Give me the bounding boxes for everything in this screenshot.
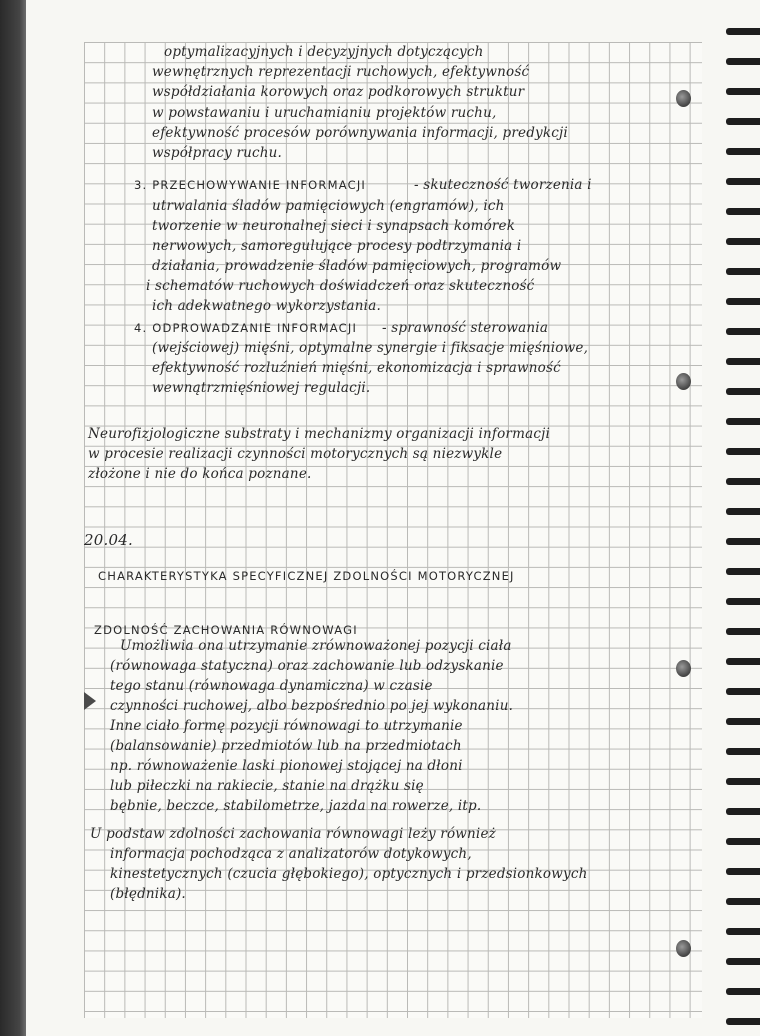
spiral-coil: [726, 58, 760, 65]
spiral-coil: [726, 958, 760, 965]
spiral-coil: [726, 28, 760, 35]
spiral-coil: [726, 418, 760, 425]
margin-arrow-icon: [84, 692, 96, 710]
spiral-coil: [726, 748, 760, 755]
spiral-coil: [726, 928, 760, 935]
spiral-coil: [726, 478, 760, 485]
item-3-heading: 3. PRZECHOWYWANIE INFORMACJI: [134, 178, 366, 192]
intro-line-3: współdziałania korowych oraz podkorowych struktur: [152, 84, 525, 100]
intro-line-5: efektywność procesów porównywania informacji, predykcji: [152, 125, 568, 141]
neuro-line-3: złożone i nie do końca poznane.: [88, 466, 312, 482]
punch-hole-icon: [676, 940, 691, 957]
item-3-line-4: nerwowych, samoregulujące procesy podtrzymania i: [152, 238, 522, 254]
item-3-line-2: utrwalania śladów pamięciowych (engramów), ich: [152, 198, 505, 214]
spiral-coil: [726, 598, 760, 605]
spiral-coil: [726, 298, 760, 305]
spiral-coil: [726, 88, 760, 95]
item-4-heading: 4. ODPROWADZANIE INFORMACJI: [134, 321, 358, 335]
spiral-coil: [726, 118, 760, 125]
item-3-line-6: i schematów ruchowych doświadczeń oraz skuteczność: [146, 278, 535, 294]
spiral-coil: [726, 328, 760, 335]
basis-line-2: informacja pochodząca z analizatorów dotykowych,: [110, 846, 472, 862]
spiral-coil: [726, 268, 760, 275]
punch-hole-icon: [676, 373, 691, 390]
spiral-coil: [726, 238, 760, 245]
spiral-coil: [726, 358, 760, 365]
spiral-coil: [726, 658, 760, 665]
item-4-line-4: wewnątrzmięśniowej regulacji.: [152, 380, 371, 396]
intro-line-6: współpracy ruchu.: [152, 145, 283, 161]
spiral-coil: [726, 688, 760, 695]
spiral-coil: [726, 898, 760, 905]
notebook-page: [26, 0, 760, 1036]
subsection-line-6: (balansowanie) przedmiotów lub na przedmiotach: [110, 738, 462, 754]
item-4-line-1: - sprawność sterowania: [382, 320, 549, 336]
item-3-line-1: - skuteczność tworzenia i: [414, 177, 592, 193]
spiral-coil: [726, 628, 760, 635]
spiral-coil: [726, 448, 760, 455]
spiral-coil: [726, 148, 760, 155]
subsection-line-2: (równowaga statyczna) oraz zachowanie lub odzyskanie: [110, 658, 504, 674]
basis-line-4: (błędnika).: [110, 886, 186, 902]
subsection-line-1: Umożliwia ona utrzymanie zrównoważonej pozycji ciała: [120, 638, 512, 654]
spiral-coil: [726, 838, 760, 845]
date-label: 20.04.: [84, 531, 133, 549]
punch-hole-icon: [676, 660, 691, 677]
basis-line-3: kinestetycznych (czucia głębokiego), optycznych i przedsionkowych: [110, 866, 588, 882]
subsection-line-8: lub piłeczki na rakiecie, stanie na drążku się: [110, 778, 424, 794]
item-3-line-3: tworzenie w neuronalnej sieci i synapsach komórek: [152, 218, 516, 234]
spiral-coil: [726, 208, 760, 215]
spiral-coil: [726, 808, 760, 815]
spiral-coil: [726, 988, 760, 995]
page-top-margin: [26, 0, 760, 42]
subsection-line-7: np. równoważenie laski pionowej stojącej na dłoni: [110, 758, 463, 774]
punch-hole-icon: [676, 90, 691, 107]
basis-line-1: U podstaw zdolności zachowania równowagi leży również: [90, 826, 496, 842]
spiral-binding: [716, 0, 760, 1036]
spiral-coil: [726, 868, 760, 875]
item-4-line-2: (wejściowej) mięśni, optymalne synergie i fiksacje mięśniowe,: [152, 340, 589, 356]
notebook-left-edge: [0, 0, 28, 1036]
spiral-coil: [726, 718, 760, 725]
spiral-coil: [726, 568, 760, 575]
spiral-coil: [726, 178, 760, 185]
page-left-margin: [26, 0, 84, 1036]
spiral-coil: [726, 538, 760, 545]
spiral-coil: [726, 508, 760, 515]
page-bottom-margin: [26, 1018, 760, 1036]
item-4-line-3: efektywność rozluźnień mięśni, ekonomizacja i sprawność: [152, 360, 561, 376]
intro-line-2: wewnętrznych reprezentacji ruchowych, efektywność: [152, 64, 530, 80]
item-3-line-7: ich adekwatnego wykorzystania.: [152, 298, 381, 314]
subsection-line-4: czynności ruchowej, albo bezpośrednio po jej wykonaniu.: [110, 698, 514, 714]
spiral-coil: [726, 778, 760, 785]
subsection-title: ZDOLNOŚĆ ZACHOWANIA RÓWNOWAGI: [94, 623, 358, 637]
subsection-line-9: bębnie, beczce, stabilometrze, jazda na rowerze, itp.: [110, 798, 482, 814]
spiral-coil: [726, 1018, 760, 1025]
section-title: CHARAKTERYSTYKA SPECYFICZNEJ ZDOLNOŚCI MOTORYCZNEJ: [98, 569, 515, 583]
intro-line-1: optymalizacyjnych i decyzyjnych dotyczących: [164, 44, 484, 60]
item-3-line-5: działania, prowadzenie śladów pamięciowych, programów: [152, 258, 562, 274]
subsection-line-3: tego stanu (równowaga dynamiczna) w czasie: [110, 678, 433, 694]
neuro-line-1: Neurofizjologiczne substraty i mechanizmy organizacji informacji: [88, 426, 550, 442]
subsection-line-5: Inne ciało formę pozycji równowagi to utrzymanie: [110, 718, 463, 734]
spiral-coil: [726, 388, 760, 395]
intro-line-4: w powstawaniu i uruchamianiu projektów ruchu,: [152, 105, 497, 121]
neuro-line-2: w procesie realizacji czynności motorycznych są niezwykle: [88, 446, 503, 462]
